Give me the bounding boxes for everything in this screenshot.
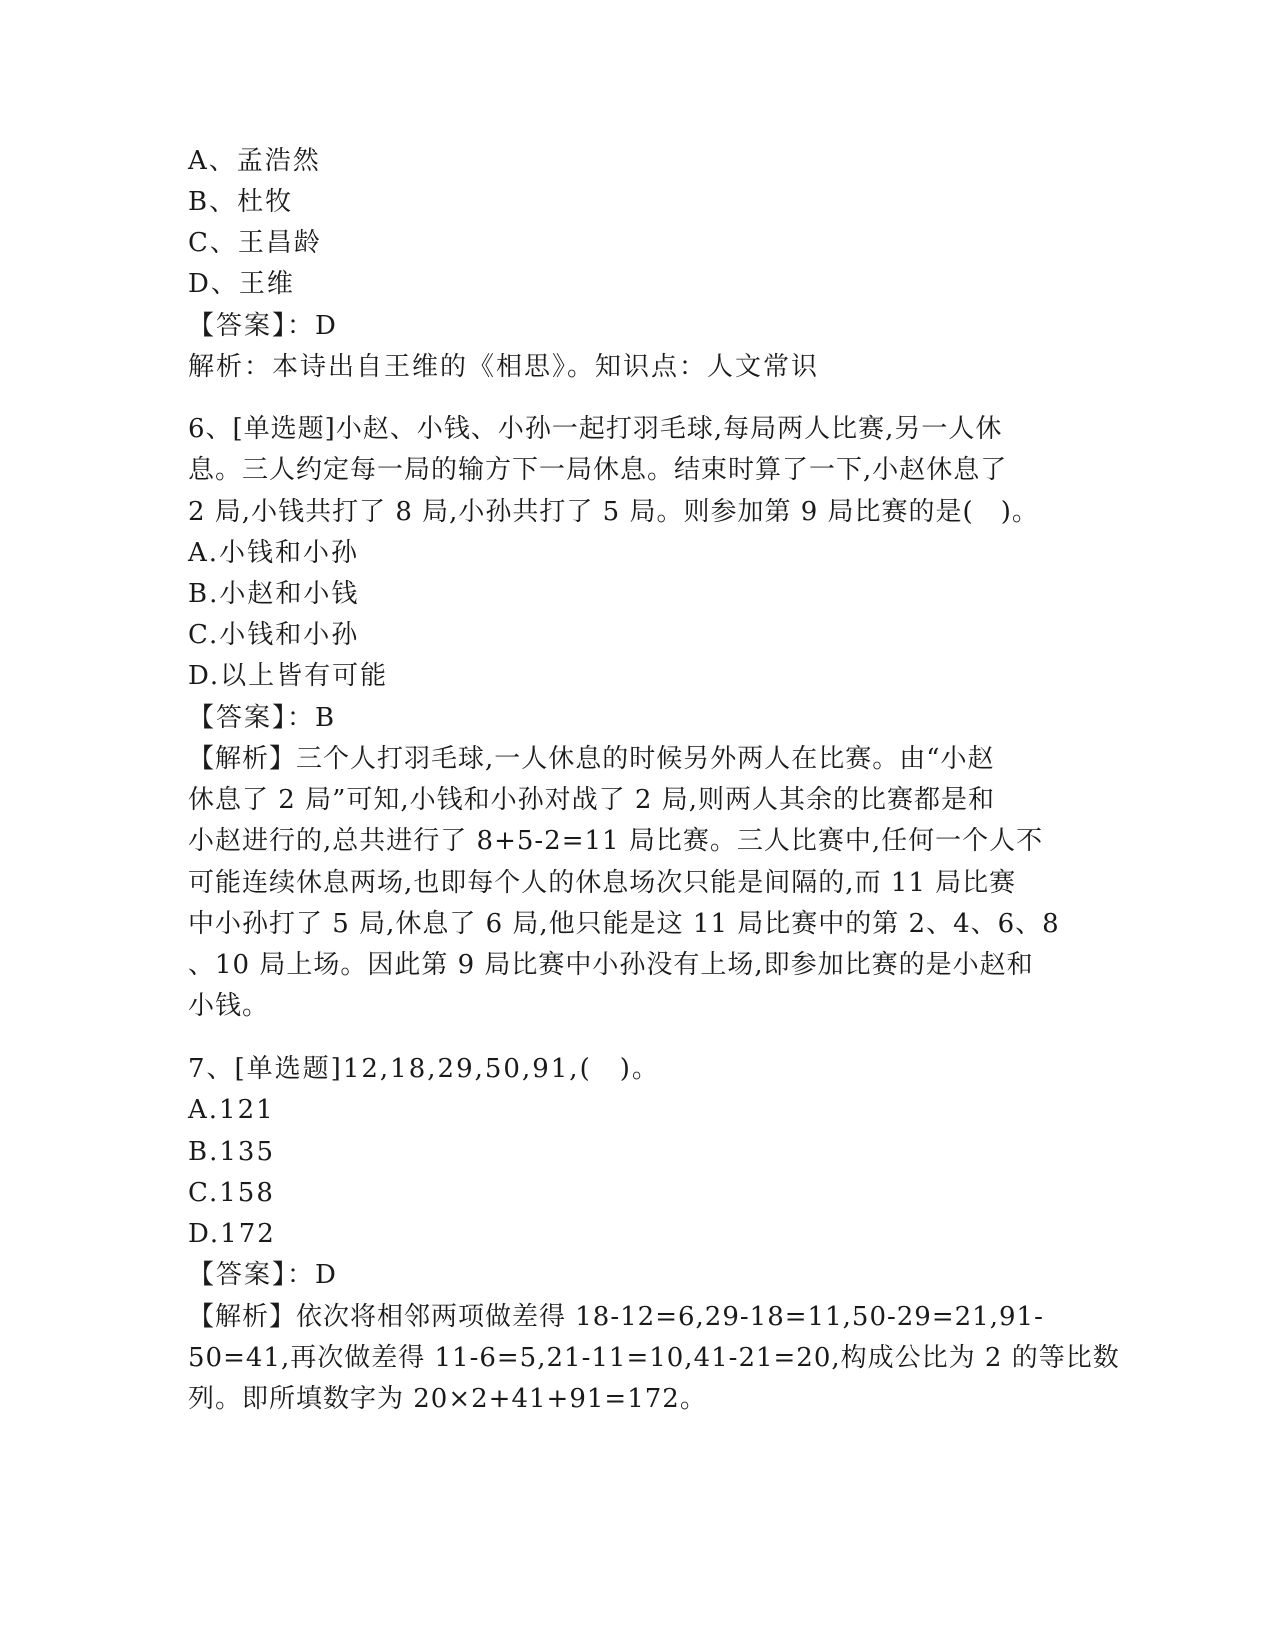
- q6-analysis-line-2: 休息了 2 局”可知,小钱和小孙对战了 2 局,则两人其余的比赛都是和: [188, 785, 995, 815]
- q5-option-a: A、孟浩然: [188, 146, 321, 176]
- q5-answer: 【答案】：D: [188, 311, 338, 341]
- q6-option-b: B.小赵和小钱: [188, 579, 360, 609]
- q5-option-b: B、杜牧: [188, 187, 294, 217]
- q7-option-a: A.121: [188, 1095, 275, 1125]
- q7-answer: 【答案】：D: [188, 1260, 338, 1290]
- q6-option-c: C.小钱和小孙: [188, 620, 360, 650]
- q7-analysis-line-3: 列。即所填数字为 20×2+41+91=172。: [188, 1384, 707, 1414]
- q6-option-a: A.小钱和小孙: [188, 538, 360, 568]
- q7-analysis-line-2: 50=41,再次做差得 11-6=5,21-11=10,41-21=20,构成公比为 2 的等比数: [188, 1343, 1120, 1373]
- q6-analysis-line-1: 【解析】三个人打羽毛球,一人休息的时候另外两人在比赛。由“小赵: [188, 744, 995, 774]
- q6-stem-line-3: 2 局,小钱共打了 8 局,小孙共打了 5 局。则参加第 9 局比赛的是( )。: [188, 497, 1039, 527]
- q6-analysis-line-5: 中小孙打了 5 局,休息了 6 局,他只能是这 11 局比赛中的第 2、4、6、8: [188, 909, 1060, 939]
- q7-analysis-line-1: 【解析】依次将相邻两项做差得 18-12=6,29-18=11,50-29=21,91-: [188, 1302, 1044, 1332]
- q6-analysis-line-4: 可能连续休息两场,也即每个人的休息场次只能是间隔的,而 11 局比赛: [188, 868, 1017, 898]
- q5-option-c: C、王昌龄: [188, 228, 322, 258]
- q7-option-d: D.172: [188, 1219, 276, 1249]
- q6-analysis-line-3: 小赵进行的,总共进行了 8+5-2=11 局比赛。三人比赛中,任何一个人不: [188, 826, 1044, 856]
- q6-answer: 【答案】：B: [188, 703, 337, 733]
- q6-option-d: D.以上皆有可能: [188, 661, 389, 691]
- q5-analysis: 解析：本诗出自王维的《相思》。知识点：人文常识: [188, 352, 820, 382]
- q6-stem-line-2: 息。三人约定每一局的输方下一局休息。结束时算了一下,小赵休息了: [188, 455, 1008, 485]
- q7-option-b: B.135: [188, 1137, 275, 1167]
- q6-analysis-line-6: 、10 局上场。因此第 9 局比赛中小孙没有上场,即参加比赛的是小赵和: [188, 950, 1034, 980]
- q5-option-d: D、王维: [188, 269, 295, 299]
- q7-option-c: C.158: [188, 1178, 275, 1208]
- q6-analysis-line-7: 小钱。: [188, 991, 270, 1021]
- q6-stem-line-1: 6、[单选题]小赵、小钱、小孙一起打羽毛球,每局两人比赛,另一人休: [188, 414, 1003, 444]
- q7-stem: 7、[单选题]12,18,29,50,91,( )。: [188, 1054, 660, 1084]
